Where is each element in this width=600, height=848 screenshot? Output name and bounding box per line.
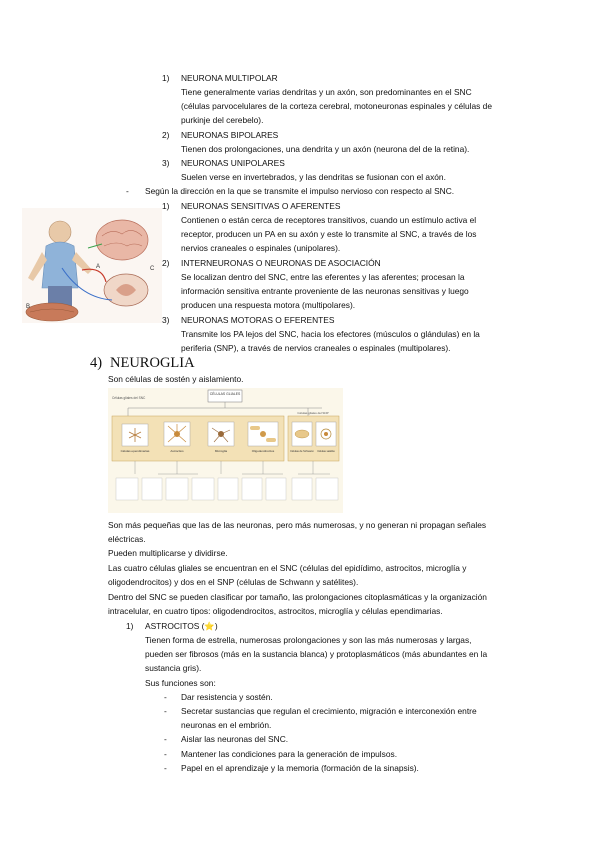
item-title-bipolar: NEURONAS BIPOLARES xyxy=(181,130,279,140)
microglia-label: Microglía xyxy=(214,449,228,453)
bullet-dash: - xyxy=(164,763,167,773)
nervous-system-illustration xyxy=(22,208,162,323)
item-text: purkinje del cerebelo). xyxy=(181,115,264,125)
diagram-top-label: CÉLULAS GLIALES xyxy=(209,392,241,396)
section-heading: NEUROGLIA xyxy=(110,355,195,371)
functions-title: Sus funciones son: xyxy=(145,678,216,688)
list-number: 3) xyxy=(162,158,170,168)
item-text: Tiene generalmente varias dendritas y un axón, son predominantes en el SNC xyxy=(181,87,472,97)
schwann-label: Células de Schwann xyxy=(290,450,314,453)
ependymal-label: Células ependimarias xyxy=(120,449,150,453)
item-title-efferent: NEURONAS MOTORAS O EFERENTES xyxy=(181,315,335,325)
astrocyte-label: Astrocitos xyxy=(170,449,184,453)
item-title-afferent: NEURONAS SENSITIVAS O AFERENTES xyxy=(181,201,341,211)
paragraph-line: eléctricas. xyxy=(108,534,146,544)
bullet-dash: - xyxy=(126,186,129,196)
item-title-unipolar: NEURONAS UNIPOLARES xyxy=(181,158,285,168)
function-item: neuronas en el embrión. xyxy=(181,720,272,730)
bullet-text: Según la dirección en la que se transmite el impulso nervioso con respecto al SNC. xyxy=(145,186,455,196)
satellite-cell-icon xyxy=(316,422,336,446)
function-item: Dar resistencia y sostén. xyxy=(181,692,273,702)
list-number: 2) xyxy=(162,258,170,268)
item-text: nervios craneales o espinales (unipolares). xyxy=(181,243,341,253)
item-title-multipolar: NEURONA MULTIPOLAR xyxy=(181,73,278,83)
oligodendrocyte-icon xyxy=(248,422,278,446)
astrocytes-text: Tienen forma de estrella, numerosas prolongaciones y son las más numerosas y largas, xyxy=(145,635,472,645)
function-boxes xyxy=(116,478,338,500)
item-text: Tienen dos prolongaciones, una dendrita y un axón (neurona del de la retina). xyxy=(181,144,470,154)
ependymal-cell-icon xyxy=(122,424,148,446)
function-item: Papel en el aprendizaje y la memoria (formación de la sinapsis). xyxy=(181,763,419,773)
item-title-interneuron: INTERNEURONAS O NEURONAS DE ASOCIACIÓN xyxy=(181,258,381,268)
item-text: receptor, producen un PA en su axón y este lo transmite al SNC, a través de los xyxy=(181,229,477,239)
intro-text: Son células de sostén y aislamiento. xyxy=(108,374,244,384)
bullet-dash: - xyxy=(164,692,167,702)
glial-cells-diagram xyxy=(108,388,343,513)
function-item: Aislar las neuronas del SNC. xyxy=(181,734,289,744)
item-text: Se localizan dentro del SNC, entre las eferentes y las aferentes; procesan la xyxy=(181,272,465,282)
list-number: 3) xyxy=(162,315,170,325)
list-number: 1) xyxy=(162,201,170,211)
illustration-label-a: A xyxy=(96,264,101,270)
item-text: Contienen o están cerca de receptores transitivos, cuando un estímulo activa el xyxy=(181,215,477,225)
illustration-label-b: B xyxy=(26,304,31,310)
schwann-cell-icon xyxy=(292,422,312,446)
bullet-dash: - xyxy=(164,749,167,759)
astrocyte-icon xyxy=(164,422,190,446)
item-text: Transmite los PA lejos del SNC, hacia los efectores (músculos o glándulas) en la xyxy=(181,329,480,339)
paragraph-line: Pueden multiplicarse y dividirse. xyxy=(108,548,228,558)
bullet-dash: - xyxy=(164,734,167,744)
diagram-right-header: Células gliales del SNP xyxy=(297,411,329,415)
illustration-label-c: C xyxy=(150,266,155,272)
item-text: periferia (SNP), a través de nervios craneales o espinales (multipolares). xyxy=(181,343,451,353)
list-number: 1) xyxy=(126,621,134,631)
paragraph-line: Dentro del SNC se pueden clasificar por tamaño, las prolongaciones citoplasmáticas y la organización xyxy=(108,592,487,602)
astrocytes-title: ASTROCITOS (⭐) xyxy=(145,621,218,631)
bullet-dash: - xyxy=(164,706,167,716)
list-number: 2) xyxy=(162,130,170,140)
paragraph-line: Las cuatro células gliales se encuentran en el SNC (células del epidídimo, astrocitos, microglía y xyxy=(108,563,467,573)
paragraph-line: intracelular, en cuatro tipos: oligodendrocitos, astrocitos, microglía y células ependimarias. xyxy=(108,606,443,616)
diagram-left-header: Células gliales del SNC xyxy=(112,396,146,400)
oligodendrocyte-label: Oligodendrocitos xyxy=(251,449,275,453)
function-item: Secretar sustancias que regulan el crecimiento, migración e interconexión entre xyxy=(181,706,477,716)
list-number: 1) xyxy=(162,73,170,83)
function-item: Mantener las condiciones para la generación de impulsos. xyxy=(181,749,398,759)
item-text: producen una respuesta motora (multipolares). xyxy=(181,300,356,310)
item-text: Suelen verse en invertebrados, y las dendritas se fusionan con el axón. xyxy=(181,172,446,182)
microglia-icon xyxy=(208,422,234,446)
paragraph-line: oligodendrocitos) y dos en el SNP (células de Schwann y satélites). xyxy=(108,577,359,587)
astrocytes-text: pueden ser fibrosos (más en la sustancia blanca) y protoplasmáticos (más abundantes en la xyxy=(145,649,488,659)
satellite-label: Células satélite xyxy=(317,450,335,453)
astrocytes-text: sustancia gris). xyxy=(145,663,202,673)
section-number: 4) xyxy=(90,355,103,371)
paragraph-line: Son más pequeñas que las de las neuronas, pero más numerosas, y no generan ni propagan señales xyxy=(108,520,487,530)
item-text: información sensitiva entrante proveniente de las neuronas sensitivas y luego xyxy=(181,286,469,296)
item-text: (células parvocelulares de la corteza cerebral, motoneuronas espinales y células de xyxy=(181,101,492,111)
star-icon: ⭐ xyxy=(204,621,215,631)
